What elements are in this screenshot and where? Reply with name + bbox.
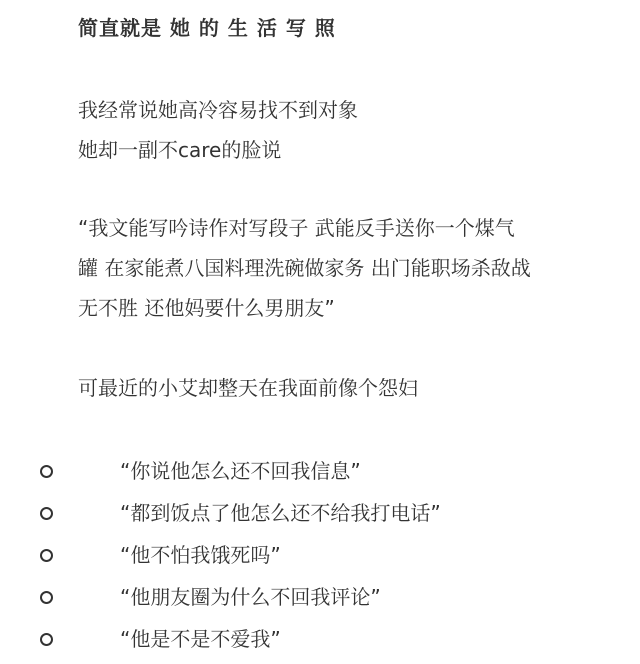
list-item-text: “你说他怎么还不回我信息”: [120, 459, 361, 483]
hollow-circle-bullet-icon: [40, 507, 53, 520]
page-title: 简直就是 她 的 生 活 写 照: [78, 16, 336, 40]
paragraph-line: 可最近的小艾却整天在我面前像个怨妇: [78, 376, 418, 400]
list-item-text: “他是不是不爱我”: [120, 627, 281, 651]
list-item-text: “他不怕我饿死吗”: [120, 543, 281, 567]
paragraph-line: 罐 在家能煮八国料理洗碗做家务 出门能职场杀敌战: [78, 256, 531, 280]
hollow-circle-bullet-icon: [40, 549, 53, 562]
list-item: [0, 576, 640, 618]
list-item-text: “都到饭点了他怎么还不给我打电话”: [120, 501, 441, 525]
list-item: [0, 618, 640, 660]
list-item: [0, 492, 640, 534]
quote-bullet-list: [0, 450, 640, 660]
list-item: [0, 450, 640, 492]
paragraph-complaint: [78, 368, 578, 408]
list-item: [0, 534, 640, 576]
paragraph-quote: [78, 208, 578, 328]
hollow-circle-bullet-icon: [40, 465, 53, 478]
paragraph-intro: [78, 90, 578, 170]
paragraph-line: “我文能写吟诗作对写段子 武能反手送你一个煤气: [78, 216, 515, 240]
paragraph-line: 无不胜 还他妈要什么男朋友”: [78, 296, 335, 320]
paragraph-line: 她却一副不care的脸说: [78, 138, 282, 162]
list-item-text: “他朋友圈为什么不回我评论”: [120, 585, 381, 609]
hollow-circle-bullet-icon: [40, 591, 53, 604]
paragraph-line: 我经常说她高冷容易找不到对象: [78, 98, 358, 122]
hollow-circle-bullet-icon: [40, 633, 53, 646]
